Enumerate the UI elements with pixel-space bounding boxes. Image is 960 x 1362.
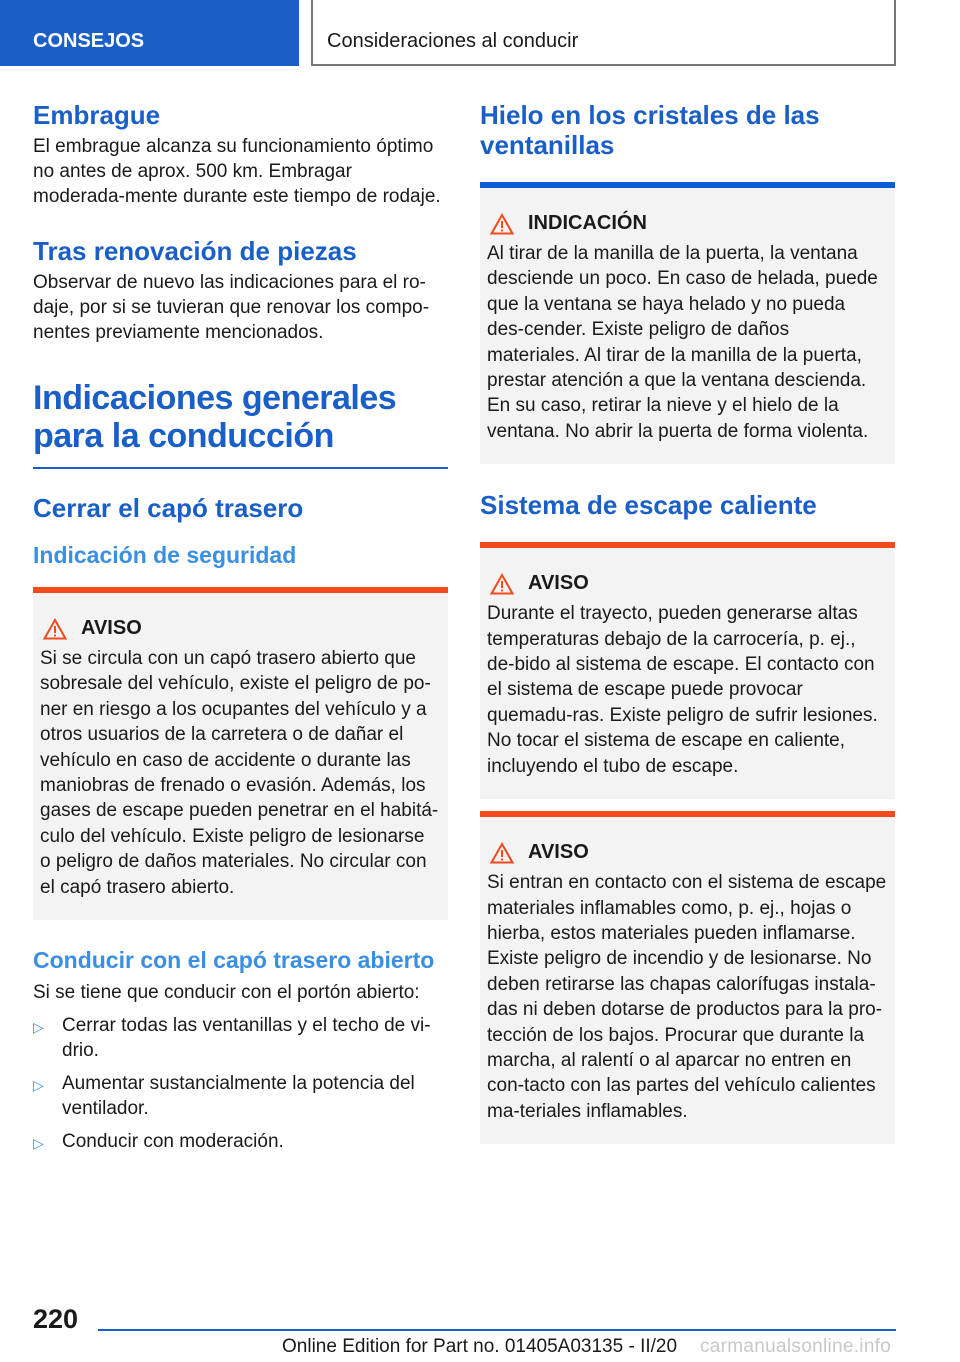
aviso-label: AVISO (528, 572, 589, 595)
indicacion-box (480, 182, 895, 464)
conducir-heading: Conducir con el capó trasero abierto (33, 947, 435, 974)
aviso-text: Si se circula con un capó trasero abierto que sobresale del vehículo, existe el peligro de po-ner en riesgo a los ocupantes del vehículo y a otros usuarios de la carretera o de dañar el vehículo en caso de accidente o durante las maniobras de frenado o evasión. Además, los gases de escape pueden penetrar en el habitá-culo del vehículo. Existe peligro de lesionarse o peligro de daños materiales. No circular con el capó trasero abierto. (40, 648, 439, 898)
heading-rule (33, 467, 448, 469)
aviso-box-capo (33, 587, 448, 920)
footer-rule (98, 1329, 896, 1331)
indicacion-box-header (487, 212, 887, 235)
aviso-box-escape-1 (480, 542, 895, 799)
warning-triangle-icon (490, 573, 514, 595)
steps-list (33, 1013, 448, 1154)
page-header (0, 0, 960, 66)
hielo-heading: Hielo en los cristales de las ventanillas (480, 100, 820, 160)
capo-heading: Cerrar el capó trasero (33, 493, 304, 523)
warning-triangle-icon (490, 842, 514, 864)
list-item: ▷ Cerrar todas las ventanillas y el techo de vi-drio. (33, 1015, 431, 1062)
seguridad-heading: Indicación de seguridad (33, 542, 297, 568)
aviso-box-header (487, 841, 887, 864)
aviso-box-header (487, 572, 887, 595)
aviso-box-header (40, 617, 440, 640)
watermark: carmanualsonline.info (700, 1336, 892, 1357)
aviso-label: AVISO (528, 841, 589, 864)
list-item: ▷ Conducir con moderación. (33, 1129, 448, 1154)
escape-heading: Sistema de escape caliente (480, 490, 817, 521)
step-marker-icon: ▷ (33, 1019, 44, 1036)
aviso-label: AVISO (81, 617, 142, 639)
right-column (480, 100, 895, 1144)
indicacion-text: Al tirar de la manilla de la puerta, la ventana desciende un poco. En caso de helada, puede que la ventana se haya helado y no pueda des-cender. Existe peligro de daños materiales. Al tirar de la manilla de la puerta, prestar atención a que la ventana descienda. En su caso, retirar la nieve y el hielo de la ventana. No abrir la puerta de forma violenta. (487, 243, 878, 442)
page-number: 220 (33, 1304, 79, 1334)
indicacion-label: INDICACIÓN (528, 212, 647, 234)
embrague-text: El embrague alcanza su funcionamiento óptimo no antes de aprox. 500 km. Embragar moderada-mente durante este tiempo de rodaje. (33, 136, 441, 207)
conducir-intro: Si se tiene que conducir con el portón abierto: (33, 982, 420, 1004)
aviso-text: Si entran en contacto con el sistema de escape materiales inflamables como, p. ej., hojas o hierba, estos materiales pueden inflamarse. Existe peligro de incendio y de lesionarse. No deben retirarse las chapas calorífugas instala-das ni deben dotarse de productos para la pro-tección de los bajos. Procurar que durante la marcha, al ralentí o al aparcar no entren en con-tacto con las partes del vehículo calientes ma-teriales inflamables. (487, 872, 887, 1122)
main-heading: Indicaciones generales para la conducción (33, 379, 397, 455)
left-column (33, 100, 448, 1162)
warning-triangle-icon (43, 618, 67, 640)
renovacion-text: Observar de nuevo las indicaciones para el ro-daje, por si se tuvieran que renovar los compo-nentes previamente mencionados. (33, 272, 430, 343)
list-item: ▷ Aumentar sustancialmente la potencia del ventilador. (33, 1073, 415, 1120)
edition-text: Online Edition for Part no. 01405A03135 - II/20 (282, 1336, 678, 1357)
embrague-heading: Embrague (33, 100, 161, 130)
section-tab[interactable]: CONSEJOS (0, 0, 299, 66)
renovacion-heading: Tras renovación de piezas (33, 236, 357, 266)
step-marker-icon: ▷ (33, 1135, 44, 1152)
chapter-title: Consideraciones al conducir (311, 0, 896, 66)
aviso-text: Durante el trayecto, pueden generarse altas temperaturas debajo de la carrocería, p. ej., de-bido al sistema de escape. El contacto con el sistema de escape puede provocar quemadu-ras. Existe peligro de sufrir lesiones. No tocar el sistema de escape en caliente, incluyendo el tubo de escape. (487, 603, 878, 777)
aviso-box-escape-2 (480, 811, 895, 1144)
page-footer (0, 1290, 960, 1362)
warning-triangle-icon (490, 213, 514, 235)
step-marker-icon: ▷ (33, 1077, 44, 1094)
